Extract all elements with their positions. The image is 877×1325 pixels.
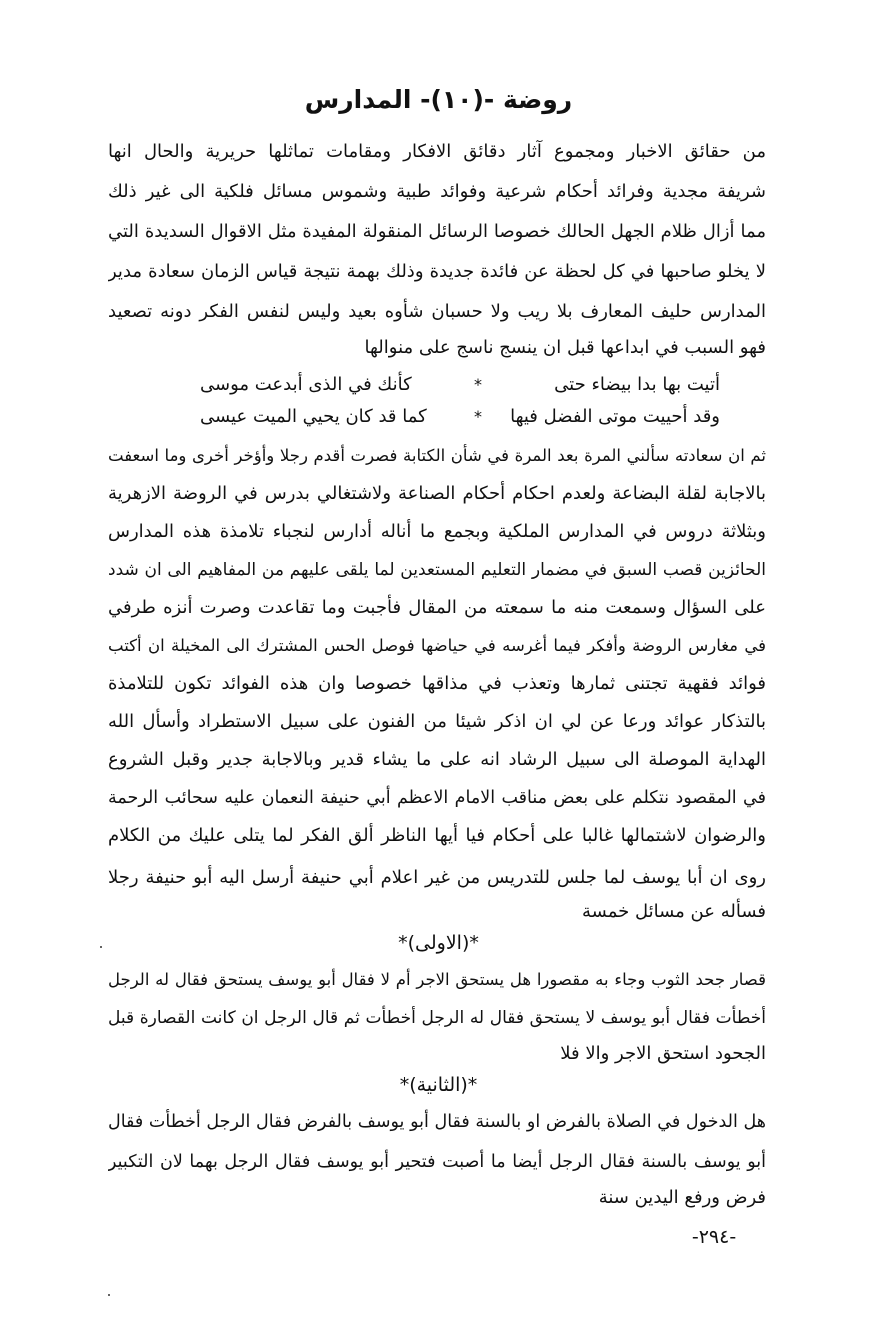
poem-verse [200,400,720,434]
text-line: مما أزال ظلام الجهل الحالك خصوصا الرسائل المنقولة المفيدة مثل الاقوال السديدة التي [108,221,766,242]
verse-hemistich-left: كما قد كان يحيي الميت عيسى [200,406,427,427]
text-line: شريفة مجدية وفرائد أحكام شرعية وفوائد طبية وشموس مسائل فلكية الى غير ذلك [108,181,766,202]
text-line: في المقصود نتكلم على بعض مناقب الامام الاعظم أبي حنيفة النعمان عليه سحائب الرحمة [108,788,766,808]
section-heading: *(الثانية)* [399,1074,478,1096]
scan-speck [108,1294,110,1296]
text-line: الهداية الموصلة الى سبيل الرشاد انه على ما يشاء قدير وبالاجابة جدير وقبل الشروع [108,749,766,770]
text-line: أبو يوسف بالسنة فقال الرجل أيضا ما أصبت فتحير أبو يوسف فقال الرجل بهما لان التكبير [108,1152,766,1172]
verse-hemistich-right: وقد أحييت موتى الفضل فيها [510,406,720,427]
text-line: الحائزين قصب السبق في مضمار التعليم المستعدين لما يلقى عليهم من المفاهيم الى ان شدد [108,560,766,580]
text-line: فوائد فقهية تجتنى ثمارها وتعذب في مذاقها خصوصا وان هذه الفوائد تكون للتلامذة [108,673,766,694]
text-line: فسأله عن مسائل خمسة [582,901,766,922]
page-number: -٢٩٤- [691,1226,737,1248]
text-line: والرضوان لاشتمالها غالبا على أحكام فيا أيها الناظر ألق الفكر لما يتلى عليك من الكلام [108,825,766,846]
verse-hemistich-right: أتيت بها بدا بيضاء حتى [554,374,720,395]
text-line: فهو السبب في ابداعها قبل ان ينسج ناسج على منوالها [364,337,766,358]
page-header: روضة -(١٠)- المدارس [304,85,573,114]
text-line: بالتذكار عوائد ورعا عن لي ان اذكر شيئا من الفنون على سبيل الاستطراد وأسأل الله [108,711,766,732]
text-line: وبثلاثة دروس في المدارس الملكية وبجمع ما أناله أدارس لنجباء تلامذة هذه المدارس [108,521,766,542]
verse-separator: * [474,407,482,426]
text-line: لا يخلو صاحبها في كل لحظة عن فائدة جديدة وذلك بهمة نتيجة قياس الزمان سعادة مدير [108,261,766,282]
text-line: روى ان أبا يوسف لما جلس للتدريس من غير اعلام أبي حنيفة أرسل اليه أبو حنيفة رجلا [108,867,766,888]
verse-separator: * [474,375,482,394]
text-line: أخطأت فقال أبو يوسف لا يستحق فقال له الرجل أخطأت ثم قال الرجل ان كانت القصارة قبل [108,1008,766,1028]
text-line: في مغارس الروضة وأفكر فيما أغرسه في حياضها فوصل الحس المشترك الى المخيلة ان أكتب [108,636,766,655]
text-line: هل الدخول في الصلاة بالفرض او بالسنة فقال أبو يوسف بالفرض فقال الرجل أخطأت فقال [108,1112,766,1132]
poem-verse [200,368,720,402]
text-line: بالاجابة لقلة البضاعة ولعدم احكام أحكام الصناعة ولاشتغالي بدرس في الروضة الازهرية [108,483,766,504]
section-heading: *(الاولى)* [398,932,479,954]
text-line: الجحود استحق الاجر والا فلا [560,1043,766,1064]
text-line: المدارس حليف المعارف بلا ريب ولا حسبان شأوه بعيد وليس لنفس الفكر دونه تصعيد [108,301,766,322]
scan-speck [100,946,102,948]
text-line: فرض ورفع اليدين سنة [598,1187,766,1208]
text-line: على السؤال وسمعت منه ما سمعته من المقال فأجبت وما تقاعدت وصرت أنزه طرفي [108,597,766,618]
text-line: ثم ان سعادته سألني المرة بعد المرة في شأن الكتابة فصرت أقدم رجلا وأؤخر أخرى وما اسعفت [108,446,766,465]
text-line: قصار جحد الثوب وجاء به مقصورا هل يستحق الاجر أم لا فقال أبو يوسف يستحق فقال له الرجل [108,970,766,989]
text-line: من حقائق الاخبار ومجموع آثار دقائق الافكار ومقامات تماثلها حريرية والحال انها [108,141,766,162]
verse-hemistich-left: كأنك في الذى أبدعت موسى [200,374,412,395]
